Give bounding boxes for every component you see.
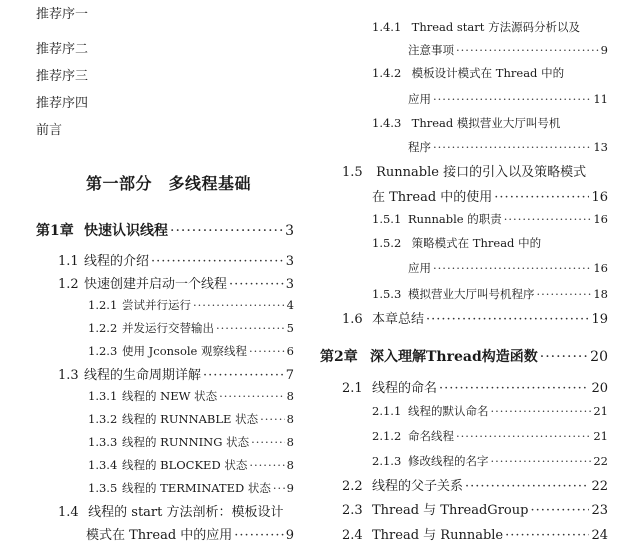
entry-number: 1.2 [58, 277, 79, 292]
chapter-page: 3 [285, 223, 294, 239]
entry-number: 2.1 [342, 381, 363, 396]
entry-number: 1.5.1 [372, 212, 402, 226]
entry-number: 1.2.3 [88, 344, 118, 358]
entry-page: 16 [591, 190, 608, 205]
entry-page: 9 [600, 43, 608, 57]
entry-page: 23 [591, 503, 608, 518]
entry-number: 1.3.4 [88, 458, 118, 472]
entry-page: 6 [286, 344, 294, 358]
toc-entry-continued [408, 45, 608, 57]
entry-page: 8 [286, 412, 294, 426]
entry-title: 线程的 NEW 状态 [122, 389, 218, 403]
entry-number: 2.1.3 [372, 454, 402, 468]
toc-entry [372, 289, 608, 301]
entry-title: Thread start 方法源码分析以及 [411, 20, 581, 34]
toc-entry-continued [408, 94, 608, 106]
preface-2: 推荐序二 [36, 42, 89, 57]
entry-page: 3 [285, 277, 294, 292]
chapter-number: 第2章 [320, 349, 358, 365]
entry-page: 3 [285, 254, 294, 269]
entry-page: 11 [593, 92, 608, 106]
chapter-page: 20 [590, 349, 608, 365]
entry-number: 2.4 [342, 528, 363, 543]
entry-page: 8 [286, 435, 294, 449]
toc-entry [372, 22, 580, 34]
entry-number: 2.3 [342, 503, 363, 518]
entry-page: 9 [286, 481, 294, 495]
entry-page: 22 [593, 454, 608, 468]
entry-title: 尝试并行运行 [122, 298, 191, 312]
preface-1: 推荐序一 [36, 7, 89, 22]
toc-entry [58, 506, 294, 519]
entry-title: 线程的 TERMINATED 状态 [122, 481, 271, 495]
entry-title: 线程的生命周期详解 [84, 368, 202, 383]
entry-page: 21 [593, 429, 608, 443]
toc-entry-continued [86, 529, 294, 542]
toc-entry [372, 214, 608, 226]
toc-entry [342, 382, 608, 395]
entry-title: 模板设计模式在 Thread 中的 [411, 66, 565, 80]
entry-number: 1.3.1 [88, 389, 118, 403]
entry-page: 20 [591, 381, 608, 396]
toc-entry [88, 300, 294, 312]
entry-number: 1.2.1 [88, 298, 118, 312]
entry-number: 1.4.2 [372, 66, 402, 80]
entry-title-line2: 注意事项 [408, 43, 454, 57]
entry-title: Thread 与 Runnable [372, 528, 504, 543]
toc-entry [372, 68, 564, 80]
toc-entry [88, 323, 294, 335]
toc-entry [88, 346, 294, 358]
entry-title: 线程的父子关系 [372, 479, 464, 494]
entry-page: 16 [593, 212, 608, 226]
entry-number: 1.4 [58, 505, 79, 520]
entry-title: 模拟营业大厅叫号机程序 [408, 287, 535, 301]
entry-number: 1.4.3 [372, 116, 402, 130]
entry-number: 1.3.3 [88, 435, 118, 449]
entry-page: 9 [285, 528, 294, 543]
toc-entry [58, 278, 294, 291]
entry-number: 1.4.1 [372, 20, 402, 34]
entry-page: 13 [593, 140, 608, 154]
entry-number: 1.5.2 [372, 236, 402, 250]
preface-5: 前言 [36, 123, 63, 138]
toc-entry [88, 483, 294, 495]
entry-title: 线程的默认命名 [408, 404, 489, 418]
entry-number: 2.1.1 [372, 404, 402, 418]
entry-number: 1.2.2 [88, 321, 118, 335]
entry-title-line2: 程序 [408, 140, 431, 154]
entry-title: Runnable 接口的引入以及策略模式 [376, 165, 587, 180]
entry-number: 1.5.3 [372, 287, 402, 301]
entry-title: 线程的 RUNNABLE 状态 [122, 412, 259, 426]
entry-page: 22 [591, 479, 608, 494]
entry-title: 线程的介绍 [84, 254, 150, 269]
preface-4: 推荐序四 [36, 96, 89, 111]
chapter-number: 第1章 [36, 223, 74, 239]
chapter-1 [36, 224, 294, 238]
entry-page: 8 [286, 389, 294, 403]
entry-number: 2.1.2 [372, 429, 402, 443]
entry-title: 使用 Jconsole 观察线程 [122, 344, 247, 358]
entry-number: 1.3 [58, 368, 79, 383]
entry-title: 并发运行交替输出 [122, 321, 214, 335]
toc-entry [372, 456, 608, 468]
toc-entry [342, 529, 608, 542]
toc-entry [372, 238, 541, 250]
toc-entry [88, 391, 294, 403]
toc-entry [88, 414, 294, 426]
toc-entry [342, 504, 608, 517]
entry-page: 7 [285, 368, 294, 383]
entry-title: 线程的 RUNNING 状态 [122, 435, 250, 449]
entry-title: 线程的 start 方法剖析：模板设计 [88, 505, 284, 520]
entry-title-line2: 模式在 Thread 中的应用 [86, 528, 233, 543]
entry-page: 19 [591, 312, 608, 327]
toc-entry [342, 166, 586, 179]
entry-title-line2: 应用 [408, 261, 431, 275]
entry-title: 策略模式在 Thread 中的 [411, 236, 542, 250]
entry-number: 1.3.2 [88, 412, 118, 426]
toc-entry [58, 255, 294, 268]
toc-entry [372, 431, 608, 443]
entry-title: 线程的命名 [372, 381, 438, 396]
chapter-title: 快速认识线程 [84, 223, 168, 239]
entry-page: 24 [591, 528, 608, 543]
toc-entry [342, 480, 608, 493]
entry-title: Runnable 的职责 [408, 212, 502, 226]
preface-3: 推荐序三 [36, 69, 89, 84]
entry-page: 18 [593, 287, 608, 301]
entry-title: 命名线程 [408, 429, 454, 443]
entry-title: 修改线程的名字 [408, 454, 489, 468]
chapter-title: 深入理解Thread构造函数 [370, 349, 538, 365]
toc-entry [372, 118, 560, 130]
entry-title: Thread 模拟营业大厅叫号机 [411, 116, 561, 130]
entry-title: 本章总结 [372, 312, 425, 327]
chapter-2 [320, 350, 608, 364]
toc-entry-continued [372, 191, 608, 204]
entry-title-line2: 应用 [408, 92, 431, 106]
entry-page: 16 [593, 261, 608, 275]
entry-page: 21 [593, 404, 608, 418]
toc-entry [88, 437, 294, 449]
entry-number: 1.6 [342, 312, 363, 327]
toc-entry [372, 406, 608, 418]
entry-page: 5 [286, 321, 294, 335]
entry-number: 2.2 [342, 479, 363, 494]
entry-number: 1.1 [58, 254, 79, 269]
entry-title: 快速创建并启动一个线程 [84, 277, 228, 292]
toc-entry-continued [408, 142, 608, 154]
entry-number: 1.5 [342, 165, 363, 180]
entry-page: 8 [286, 458, 294, 472]
part-title: 第一部分 多线程基础 [86, 174, 252, 193]
entry-title: Thread 与 ThreadGroup [372, 503, 529, 518]
toc-entry [58, 369, 294, 382]
entry-number: 1.3.5 [88, 481, 118, 495]
entry-title-line2: 在 Thread 中的使用 [372, 190, 493, 205]
entry-page: 4 [286, 298, 294, 312]
toc-entry-continued [408, 263, 608, 275]
toc-entry [342, 313, 608, 326]
entry-title: 线程的 BLOCKED 状态 [122, 458, 248, 472]
toc-entry [88, 460, 294, 472]
